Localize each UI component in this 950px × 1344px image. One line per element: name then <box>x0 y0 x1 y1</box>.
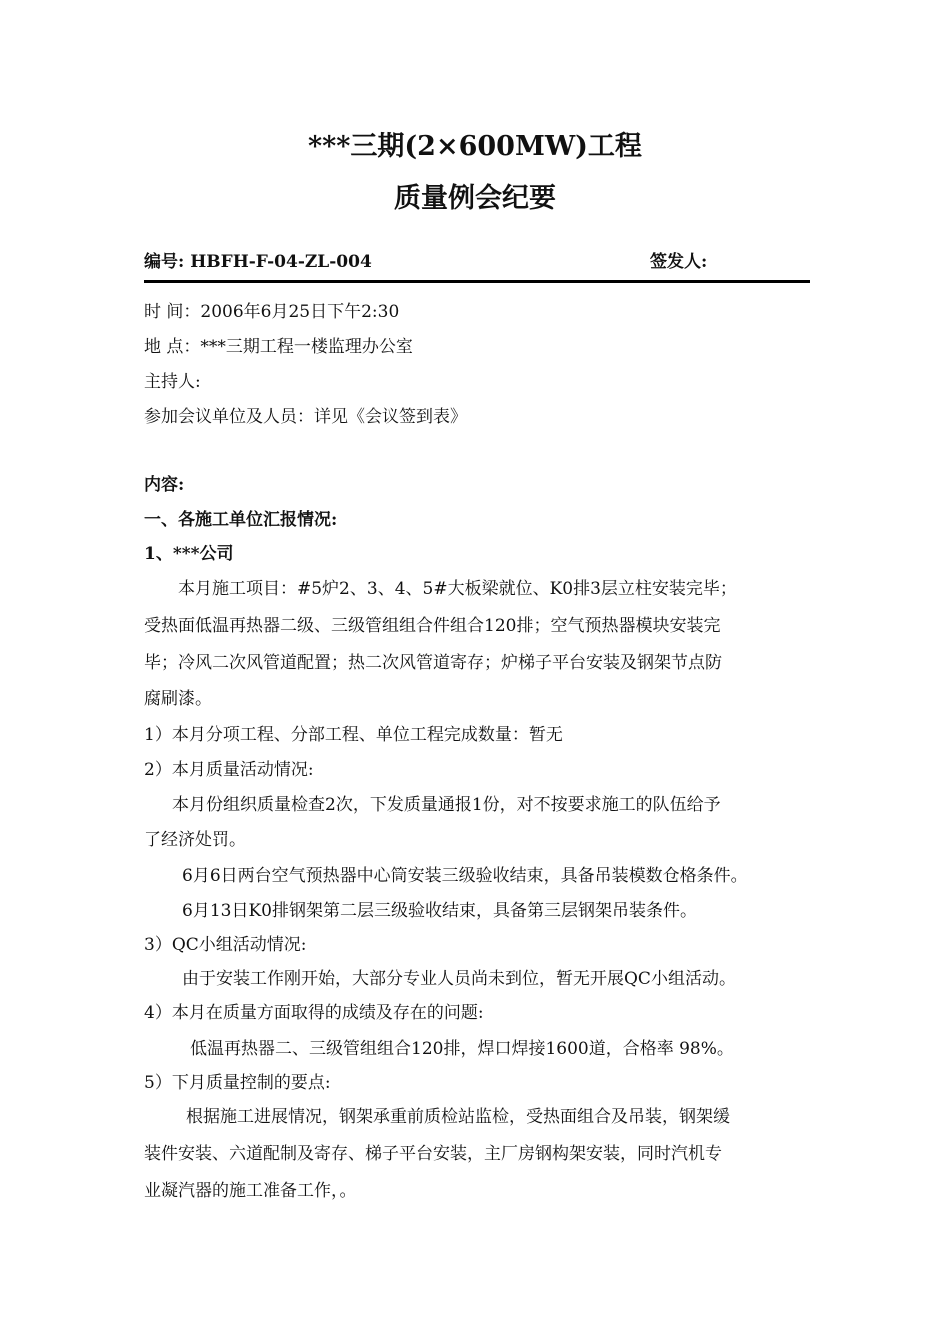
paragraph-line: 业凝汽器的施工准备工作，。 <box>144 1181 357 1201</box>
paragraph-line: 了经济处罚。 <box>144 830 246 850</box>
paragraph-line: 装件安装、六道配制及寄存、梯子平台安装，主厂房钢构架安装，同时汽机专 <box>144 1144 722 1164</box>
document-subtitle: 质量例会纪要 <box>394 183 556 214</box>
item-heading: 3）QC小组活动情况: <box>144 935 307 955</box>
paragraph-line: 6月6日两台空气预热器中心筒安装三级验收结束，具备吊装模数仓格条件。 <box>182 866 748 886</box>
item-heading: 4）本月在质量方面取得的成绩及存在的问题: <box>144 1003 484 1023</box>
item-heading: 2）本月质量活动情况: <box>144 760 314 780</box>
paragraph-line: 本月份组织质量检查2次，下发质量通报1份，对不按要求施工的队伍给予 <box>172 795 721 815</box>
item-heading: 5）下月质量控制的要点: <box>144 1073 331 1093</box>
paragraph-line: 由于安装工作刚开始，大部分专业人员尚未到位，暂无开展QC小组活动。 <box>182 969 736 989</box>
section-heading: 一、各施工单位汇报情况: <box>144 510 338 530</box>
paragraph-line: 受热面低温再热器二级、三级管组组合件组合120排；空气预热器模块安装完 <box>144 616 721 636</box>
meeting-attendees: 参加会议单位及人员：详见《会议签到表》 <box>144 407 467 427</box>
header-divider <box>144 280 810 283</box>
meeting-host: 主持人: <box>144 372 201 392</box>
item-heading: 1）本月分项工程、分部工程、单位工程完成数量：暂无 <box>144 725 563 745</box>
paragraph-line: 本月施工项目：#5炉2、3、4、5#大板梁就位、K0排3层立柱安装完毕； <box>178 579 737 599</box>
paragraph-line: 低温再热器二、三级管组组合120排，焊口焊接1600道，合格率 98%。 <box>190 1039 734 1059</box>
paragraph-line: 腐刷漆。 <box>144 689 212 709</box>
document-title: ***三期(2×600MW)工程 <box>308 131 642 162</box>
meeting-time: 时 间：2006年6月25日下午2:30 <box>144 302 400 322</box>
paragraph-line: 6月13日K0排钢架第二层三级验收结束，具备第三层钢架吊装条件。 <box>182 901 697 921</box>
content-label: 内容: <box>144 475 185 495</box>
document-number: 编号: HBFH-F-04-ZL-004 <box>144 252 372 272</box>
company-heading: 1、***公司 <box>144 544 234 564</box>
signer-label: 签发人: <box>650 252 708 272</box>
paragraph-line: 根据施工进展情况，钢架承重前质检站监检，受热面组合及吊装，钢架缓 <box>186 1107 730 1127</box>
paragraph-line: 毕；冷风二次风管道配置；热二次风管道寄存；炉梯子平台安装及钢架节点防 <box>144 653 722 673</box>
meeting-place: 地 点：***三期工程一楼监理办公室 <box>144 337 413 357</box>
